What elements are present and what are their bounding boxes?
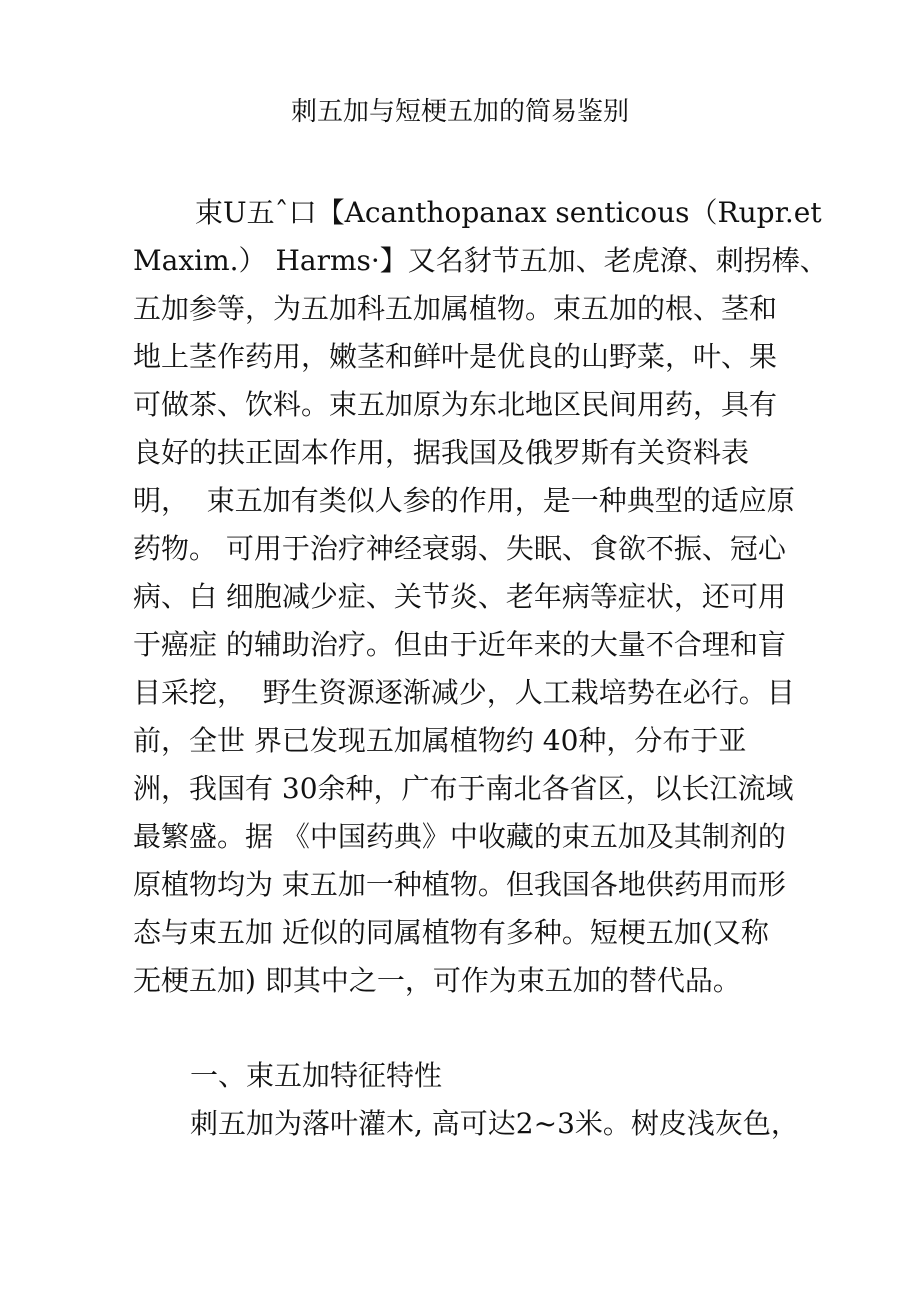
paragraph-line: 洲，我国有 30余种，广布于南北各省区，以长江流域 — [133, 772, 794, 805]
paragraph-line: 最繁盛。据 《中国药典》中收藏的束五加及其制剂的 — [133, 820, 786, 853]
paragraph-line: 可做茶、饮料。束五加原为东北地区民间用药，具有 — [133, 388, 778, 421]
paragraph-line: 束U五ˆ口【Acanthopanax senticous（Rupr.et — [195, 196, 822, 229]
paragraph-line: 于癌症 的辅助治疗。但由于近年来的大量不合理和盲 — [133, 628, 786, 661]
intro-paragraph — [133, 189, 828, 1005]
paragraph-line: 病、白 细胞减少症、关节炎、老年病等症状，还可用 — [133, 580, 786, 613]
section-heading: 一、束五加特征特性 — [190, 1059, 443, 1092]
paragraph-line: 态与束五加 近似的同属植物有多种。短梗五加(又称 — [133, 916, 769, 949]
paragraph-line: 原植物均为 束五加一种植物。但我国各地供药用而形 — [133, 868, 786, 901]
paragraph-line: 地上茎作药用，嫩茎和鲜叶是优良的山野菜，叶、果 — [133, 340, 778, 373]
paragraph-line: 无梗五加) 即其中之一，可作为束五加的替代品。 — [133, 964, 741, 997]
paragraph-line: 药物。 可用于治疗神经衰弱、失眠、食欲不振、冠心 — [133, 532, 786, 565]
section-paragraph-line: 刺五加为落叶灌木, 高可达2~3米。树皮浅灰色， — [190, 1107, 799, 1140]
paragraph-line: 五加参等，为五加科五加属植物。束五加的根、茎和 — [133, 292, 778, 325]
paragraph-line: 良好的扶正固本作用，据我国及俄罗斯有关资料表 — [133, 436, 750, 469]
paragraph-line: 明， 束五加有类似人参的作用，是一种典型的适应原 — [133, 484, 795, 517]
paragraph-line: Maxim.） Harms·】又名豺节五加、老虎潦、刺拐棒、 — [133, 244, 828, 277]
paragraph-line: 目采挖， 野生资源逐渐减少，人工栽培势在必行。目 — [133, 676, 795, 709]
paragraph-line: 前，全世 界已发现五加属植物约 40种，分布于亚 — [133, 724, 747, 757]
document-title: 刺五加与短梗五加的简易鉴别 — [290, 97, 629, 127]
